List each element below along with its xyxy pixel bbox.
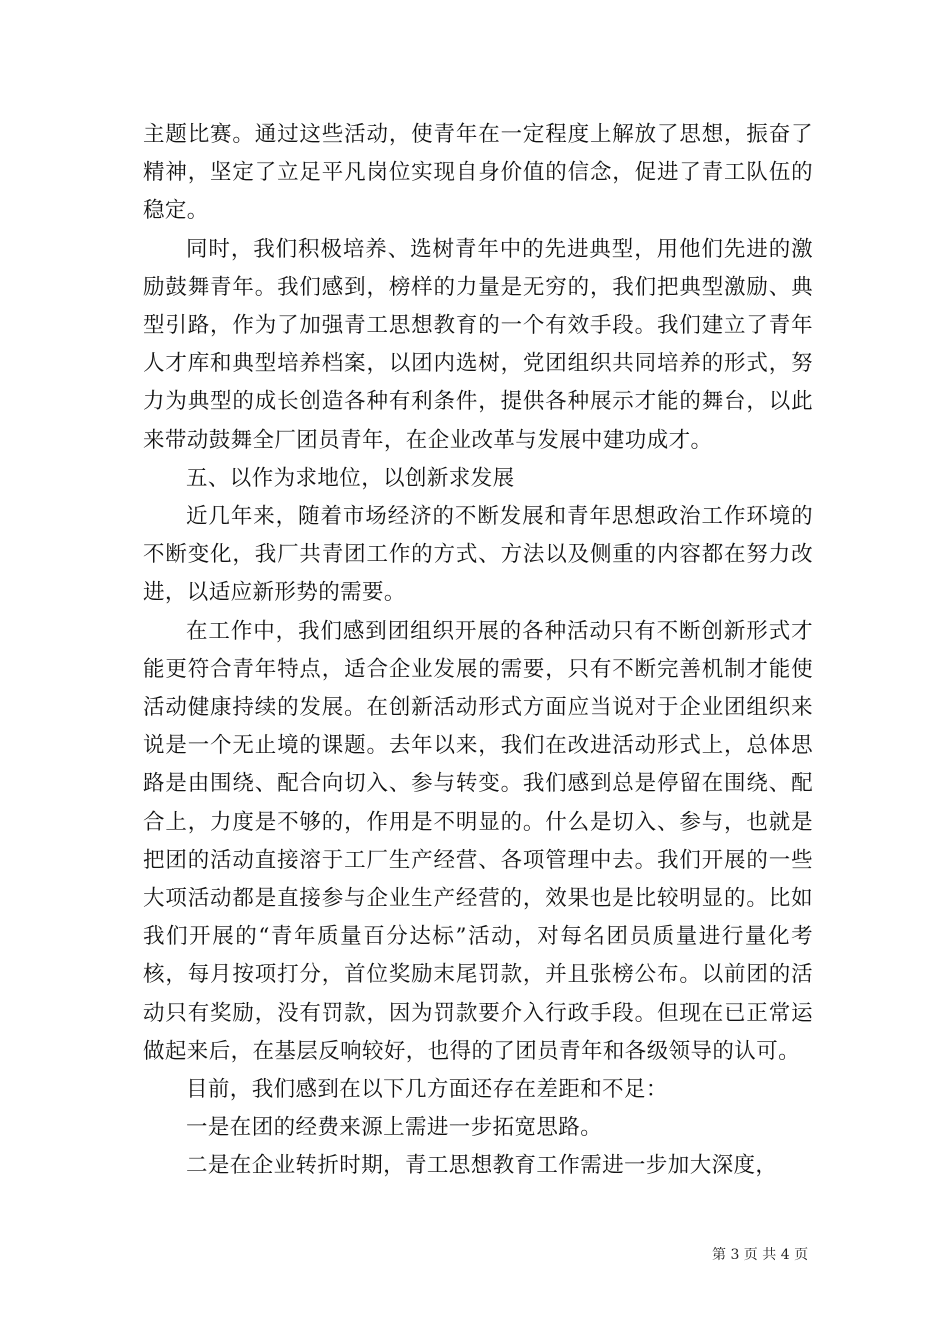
- paragraph-3: 近几年来，随着市场经济的不断发展和青年思想政治工作环境的不断变化，我厂共青团工作的方式、方法以及侧重的内容都在努力改进，以适应新形势的需要。: [143, 504, 813, 606]
- paragraph-1: 主题比赛。通过这些活动，使青年在一定程度上解放了思想，振奋了精神，坚定了立足平凡岗位实现自身价值的信念，促进了青工队伍的稳定。: [143, 122, 813, 224]
- paragraph-4: 在工作中，我们感到团组织开展的各种活动只有不断创新形式才能更符合青年特点，适合企业发展的需要，只有不断完善机制才能使活动健康持续的发展。在创新活动形式方面应当说对于企业团组织来说是一个无止境的课题。去年以来，我们在改进活动形式上，总体思路是由围绕、配合向切入、参与转变。我们感到总是停留在围绕、配合上，力度是不够的，作用是不明显的。什么是切入、参与，也就是把团的活动直接溶于工厂生产经营、各项管理中去。我们开展的一些大项活动都是直接参与企业生产经营的，效果也是比较明显的。比如我们开展的“青年质量百分达标”活动，对每名团员质量进行量化考核，每月按项打分，首位奖励末尾罚款，并且张榜公布。以前团的活动只有奖励，没有罚款，因为罚款要介入行政手段。但现在已正常运做起来后，在基层反响较好，也得的了团员青年和各级领导的认可。: [143, 618, 813, 1064]
- paragraph-2: 同时，我们积极培养、选树青年中的先进典型，用他们先进的激励鼓舞青年。我们感到，榜样的力量是无穷的，我们把典型激励、典型引路，作为了加强青工思想教育的一个有效手段。我们建立了青年人才库和典型培养档案，以团内选树，党团组织共同培养的形式，努力为典型的成长创造各种有利条件，提供各种展示才能的舞台，以此来带动鼓舞全厂团员青年，在企业改革与发展中建功成才。: [143, 236, 813, 453]
- paragraph-7: 二是在企业转折时期，青工思想教育工作需进一步加大深度，: [186, 1153, 778, 1179]
- document-body: [143, 116, 813, 1186]
- section-heading-5: 五、以作为求地位，以创新求发展: [186, 465, 515, 491]
- paragraph-6: 一是在团的经费来源上需进一步拓宽思路。: [186, 1115, 603, 1141]
- paragraph-5: 目前，我们感到在以下几方面还存在差距和不足：: [186, 1077, 668, 1103]
- page-number: 第 3 页 共 4 页: [712, 1247, 809, 1263]
